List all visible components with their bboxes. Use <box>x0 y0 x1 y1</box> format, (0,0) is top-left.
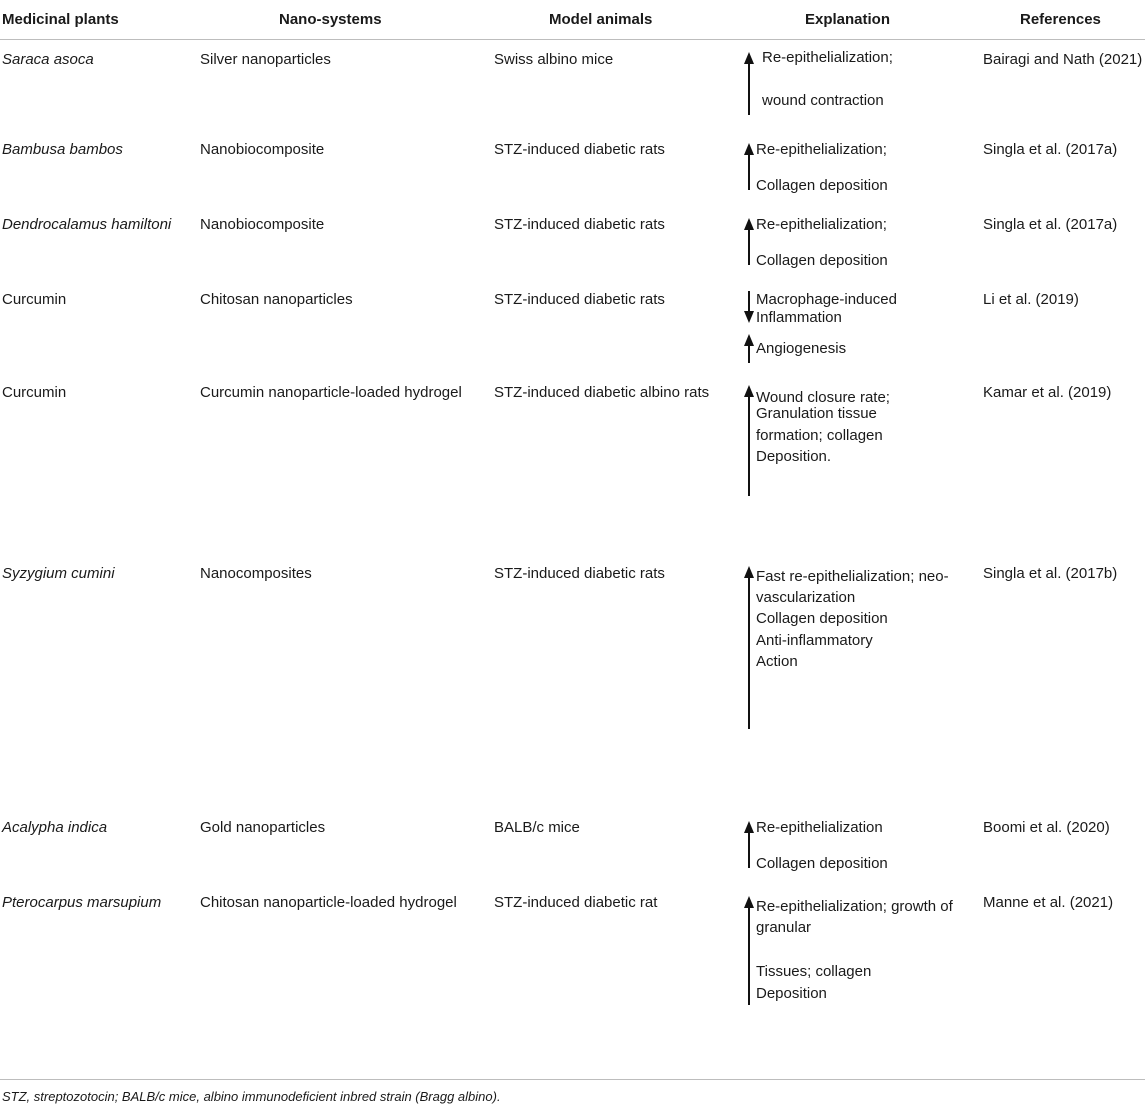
row-nano-system: Nanobiocomposite <box>200 216 325 233</box>
row-model-animal: STZ-induced diabetic rats <box>494 291 665 308</box>
row-nano-system: Gold nanoparticles <box>200 819 326 836</box>
row-plant: Curcumin <box>2 384 67 401</box>
row-plant: Curcumin <box>2 291 67 308</box>
row-model-animal: STZ-induced diabetic rats <box>494 565 665 582</box>
row-plant: Pterocarpus marsupium <box>2 894 162 911</box>
explanation-line: Collagen deposition <box>756 855 888 872</box>
explanation-line: Fast re-epithelialization; neo- <box>756 568 949 585</box>
header-model-animals: Model animals <box>549 11 653 28</box>
explanation-line: formation; collagen <box>756 427 883 444</box>
row-model-animal: STZ-induced diabetic rats <box>494 216 665 233</box>
row-nano-system: Curcumin nanoparticle-loaded hydrogel <box>200 384 462 401</box>
explanation-line: granular <box>756 919 812 936</box>
row-plant: Saraca asoca <box>2 51 94 68</box>
row-model-animal: STZ-induced diabetic rat <box>494 894 658 911</box>
increase-arrow-shaft <box>748 907 749 1005</box>
header-medicinal-plants: Medicinal plants <box>2 11 119 28</box>
row-nano-system: Nanobiocomposite <box>200 141 325 158</box>
row-reference: Singla et al. (2017a) <box>983 141 1118 158</box>
decrease-arrow-icon <box>744 311 754 323</box>
explanation-line: Collagen deposition <box>756 610 888 627</box>
explanation-line: Anti-inflammatory <box>756 632 873 649</box>
row-plant: Bambusa bambos <box>2 141 123 158</box>
header-references: References <box>1020 11 1101 28</box>
explanation-line: Re-epithelialization; growth of <box>756 898 953 915</box>
explanation-line: Angiogenesis <box>756 340 847 357</box>
increase-arrow-shaft <box>748 577 749 729</box>
decrease-arrow-shaft <box>748 291 749 313</box>
increase-arrow-shaft <box>748 229 749 265</box>
row-nano-system: Silver nanoparticles <box>200 51 331 68</box>
row-reference: Li et al. (2019) <box>983 291 1079 308</box>
explanation-line: Collagen deposition <box>756 252 888 269</box>
explanation-line: wound contraction <box>762 92 884 109</box>
footer-rule <box>0 1079 1145 1080</box>
row-model-animal: Swiss albino mice <box>494 51 614 68</box>
explanation-line: Macrophage-induced <box>756 291 897 308</box>
row-reference: Boomi et al. (2020) <box>983 819 1110 836</box>
increase-arrow-shaft <box>748 345 749 363</box>
explanation-line: Inflammation <box>756 309 842 326</box>
explanation-line: Re-epithelialization; <box>756 141 887 158</box>
row-plant: Acalypha indica <box>2 819 108 836</box>
increase-arrow-shaft <box>748 396 749 496</box>
header-rule <box>0 39 1145 40</box>
header-explanation: Explanation <box>805 11 891 28</box>
explanation-line: Granulation tissue <box>756 405 877 422</box>
row-reference: Manne et al. (2021) <box>983 894 1114 911</box>
explanation-line: Re-epithelialization; <box>762 49 893 66</box>
explanation-line: Action <box>756 653 798 670</box>
row-model-animal: STZ-induced diabetic albino rats <box>494 384 710 401</box>
row-plant: Syzygium cumini <box>2 565 115 582</box>
explanation-line: Re-epithelialization; <box>756 216 887 233</box>
row-nano-system: Chitosan nanoparticles <box>200 291 353 308</box>
row-nano-system: Chitosan nanoparticle-loaded hydrogel <box>200 894 457 911</box>
explanation-line: Re-epithelialization <box>756 819 883 836</box>
explanation-line: Deposition <box>756 985 827 1002</box>
row-model-animal: BALB/c mice <box>494 819 580 836</box>
row-reference: Singla et al. (2017a) <box>983 216 1118 233</box>
row-model-animal: STZ-induced diabetic rats <box>494 141 665 158</box>
increase-arrow-shaft <box>748 154 749 190</box>
explanation-line: Wound closure rate; <box>756 389 890 406</box>
increase-arrow-shaft <box>748 63 749 115</box>
explanation-line: vascularization <box>756 589 856 606</box>
row-reference: Singla et al. (2017b) <box>983 565 1118 582</box>
row-plant: Dendrocalamus hamiltoni <box>2 216 172 233</box>
explanation-line: Deposition. <box>756 448 832 465</box>
header-nano-systems: Nano-systems <box>279 11 382 28</box>
explanation-line: Collagen deposition <box>756 177 888 194</box>
row-reference: Kamar et al. (2019) <box>983 384 1112 401</box>
table-footnote: STZ, streptozotocin; BALB/c mice, albino immunodeficient inbred strain (Bragg albino). <box>2 1089 501 1104</box>
increase-arrow-shaft <box>748 832 749 868</box>
row-nano-system: Nanocomposites <box>200 565 312 582</box>
row-reference: Bairagi and Nath (2021) <box>983 51 1143 68</box>
explanation-line: Tissues; collagen <box>756 963 872 980</box>
